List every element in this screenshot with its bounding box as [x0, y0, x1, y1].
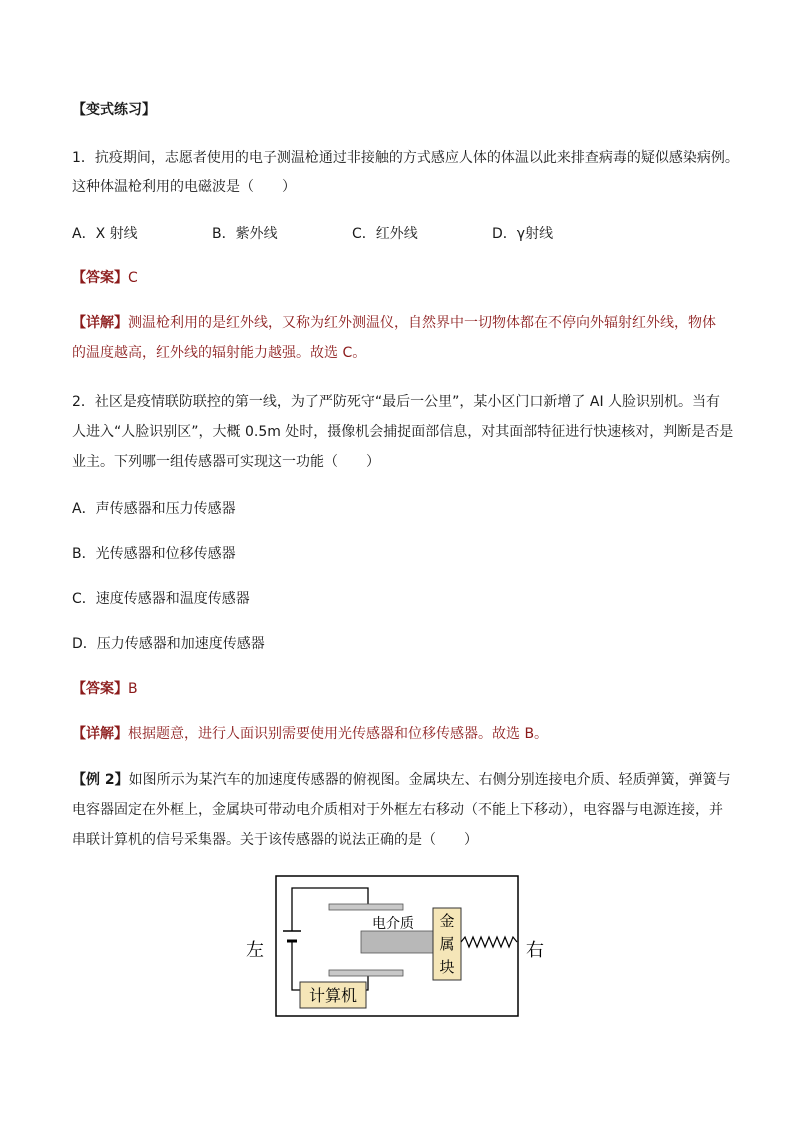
q1-text-line1: 1．抗疫期间，志愿者使用的电子测温枪通过非接触的方式感应人体的体温以此来排查病毒的疑似感染病例。	[72, 150, 739, 166]
q1-option-d: D．γ射线	[492, 226, 554, 242]
q2-answer	[72, 679, 138, 699]
q1-option-c: C．红外线	[352, 226, 418, 242]
q2-option-d: D．压力传感器和加速度传感器	[72, 636, 265, 652]
q2-detail-text: 根据题意，进行人面识别需要使用光传感器和位移传感器。故选 B。	[128, 726, 549, 742]
q2-option-b: B．光传感器和位移传感器	[72, 546, 236, 562]
dielectric-block	[361, 931, 433, 953]
q1-option-a: A．X 射线	[72, 226, 138, 242]
q2-text-line3: 业主。下列哪一组传感器可实现这一功能（ ）	[72, 454, 380, 470]
spring	[461, 937, 517, 947]
left-label: 左	[246, 940, 264, 961]
q2-answer-value: B	[128, 681, 138, 697]
example2-label: 【例 2】	[72, 772, 129, 788]
capacitor-bottom-plate	[329, 970, 403, 976]
q2-text-line1: 2．社区是疫情联防联控的第一线，为了严防死守“最后一公里”，某小区门口新增了 AI 人脸识别机。当有	[72, 394, 721, 410]
q1-answer	[72, 268, 138, 288]
q2-detail-label: 【详解】	[72, 726, 128, 742]
metal-block-char-2: 属	[439, 935, 455, 953]
example2-line2: 电容器固定在外框上，金属块可带动电介质相对于外框左右移动（不能上下移动），电容器与电源连接，并	[72, 802, 723, 818]
q1-answer-value: C	[128, 270, 138, 286]
accelerometer-diagram	[242, 874, 542, 1024]
q1-option-b: B．紫外线	[212, 226, 278, 242]
q1-detail-line2: 的温度越高，红外线的辐射能力越强。故选 C。	[72, 345, 367, 361]
right-label: 右	[526, 940, 544, 961]
metal-block-char-3: 块	[439, 958, 455, 976]
q1-detail-label: 【详解】	[72, 315, 128, 331]
q2-answer-label: 【答案】	[72, 681, 128, 697]
q1-text-line2: 这种体温枪利用的电磁波是（ ）	[72, 179, 296, 195]
example2-text1: 如图所示为某汽车的加速度传感器的俯视图。金属块左、右侧分别连接电介质、轻质弹簧，弹簧与	[128, 772, 731, 788]
q1-detail-line1	[72, 313, 716, 333]
q1-detail-text1: 测温枪利用的是红外线，又称为红外测温仪，自然界中一切物体都在不停向外辐射红外线，物体	[128, 315, 716, 331]
capacitor-top-plate	[329, 904, 403, 910]
computer-label: 计算机	[308, 986, 358, 1005]
example2-line1	[72, 770, 731, 790]
dielectric-label: 电介质	[372, 916, 414, 932]
q1-answer-label: 【答案】	[72, 270, 128, 286]
example2-line3: 串联计算机的信号采集器。关于该传感器的说法正确的是（ ）	[72, 832, 478, 848]
section-title: 【变式练习】	[72, 102, 156, 118]
q1-options	[72, 224, 632, 244]
q2-detail	[72, 724, 548, 744]
metal-block-char-1: 金	[439, 912, 455, 930]
q2-text-line2: 人进入“人脸识别区”，大概 0.5m 处时，摄像机会捕捉面部信息，对其面部特征进行快速核对，判断是否是	[72, 424, 734, 440]
q2-option-a: A．声传感器和压力传感器	[72, 501, 236, 517]
q2-option-c: C．速度传感器和温度传感器	[72, 591, 250, 607]
